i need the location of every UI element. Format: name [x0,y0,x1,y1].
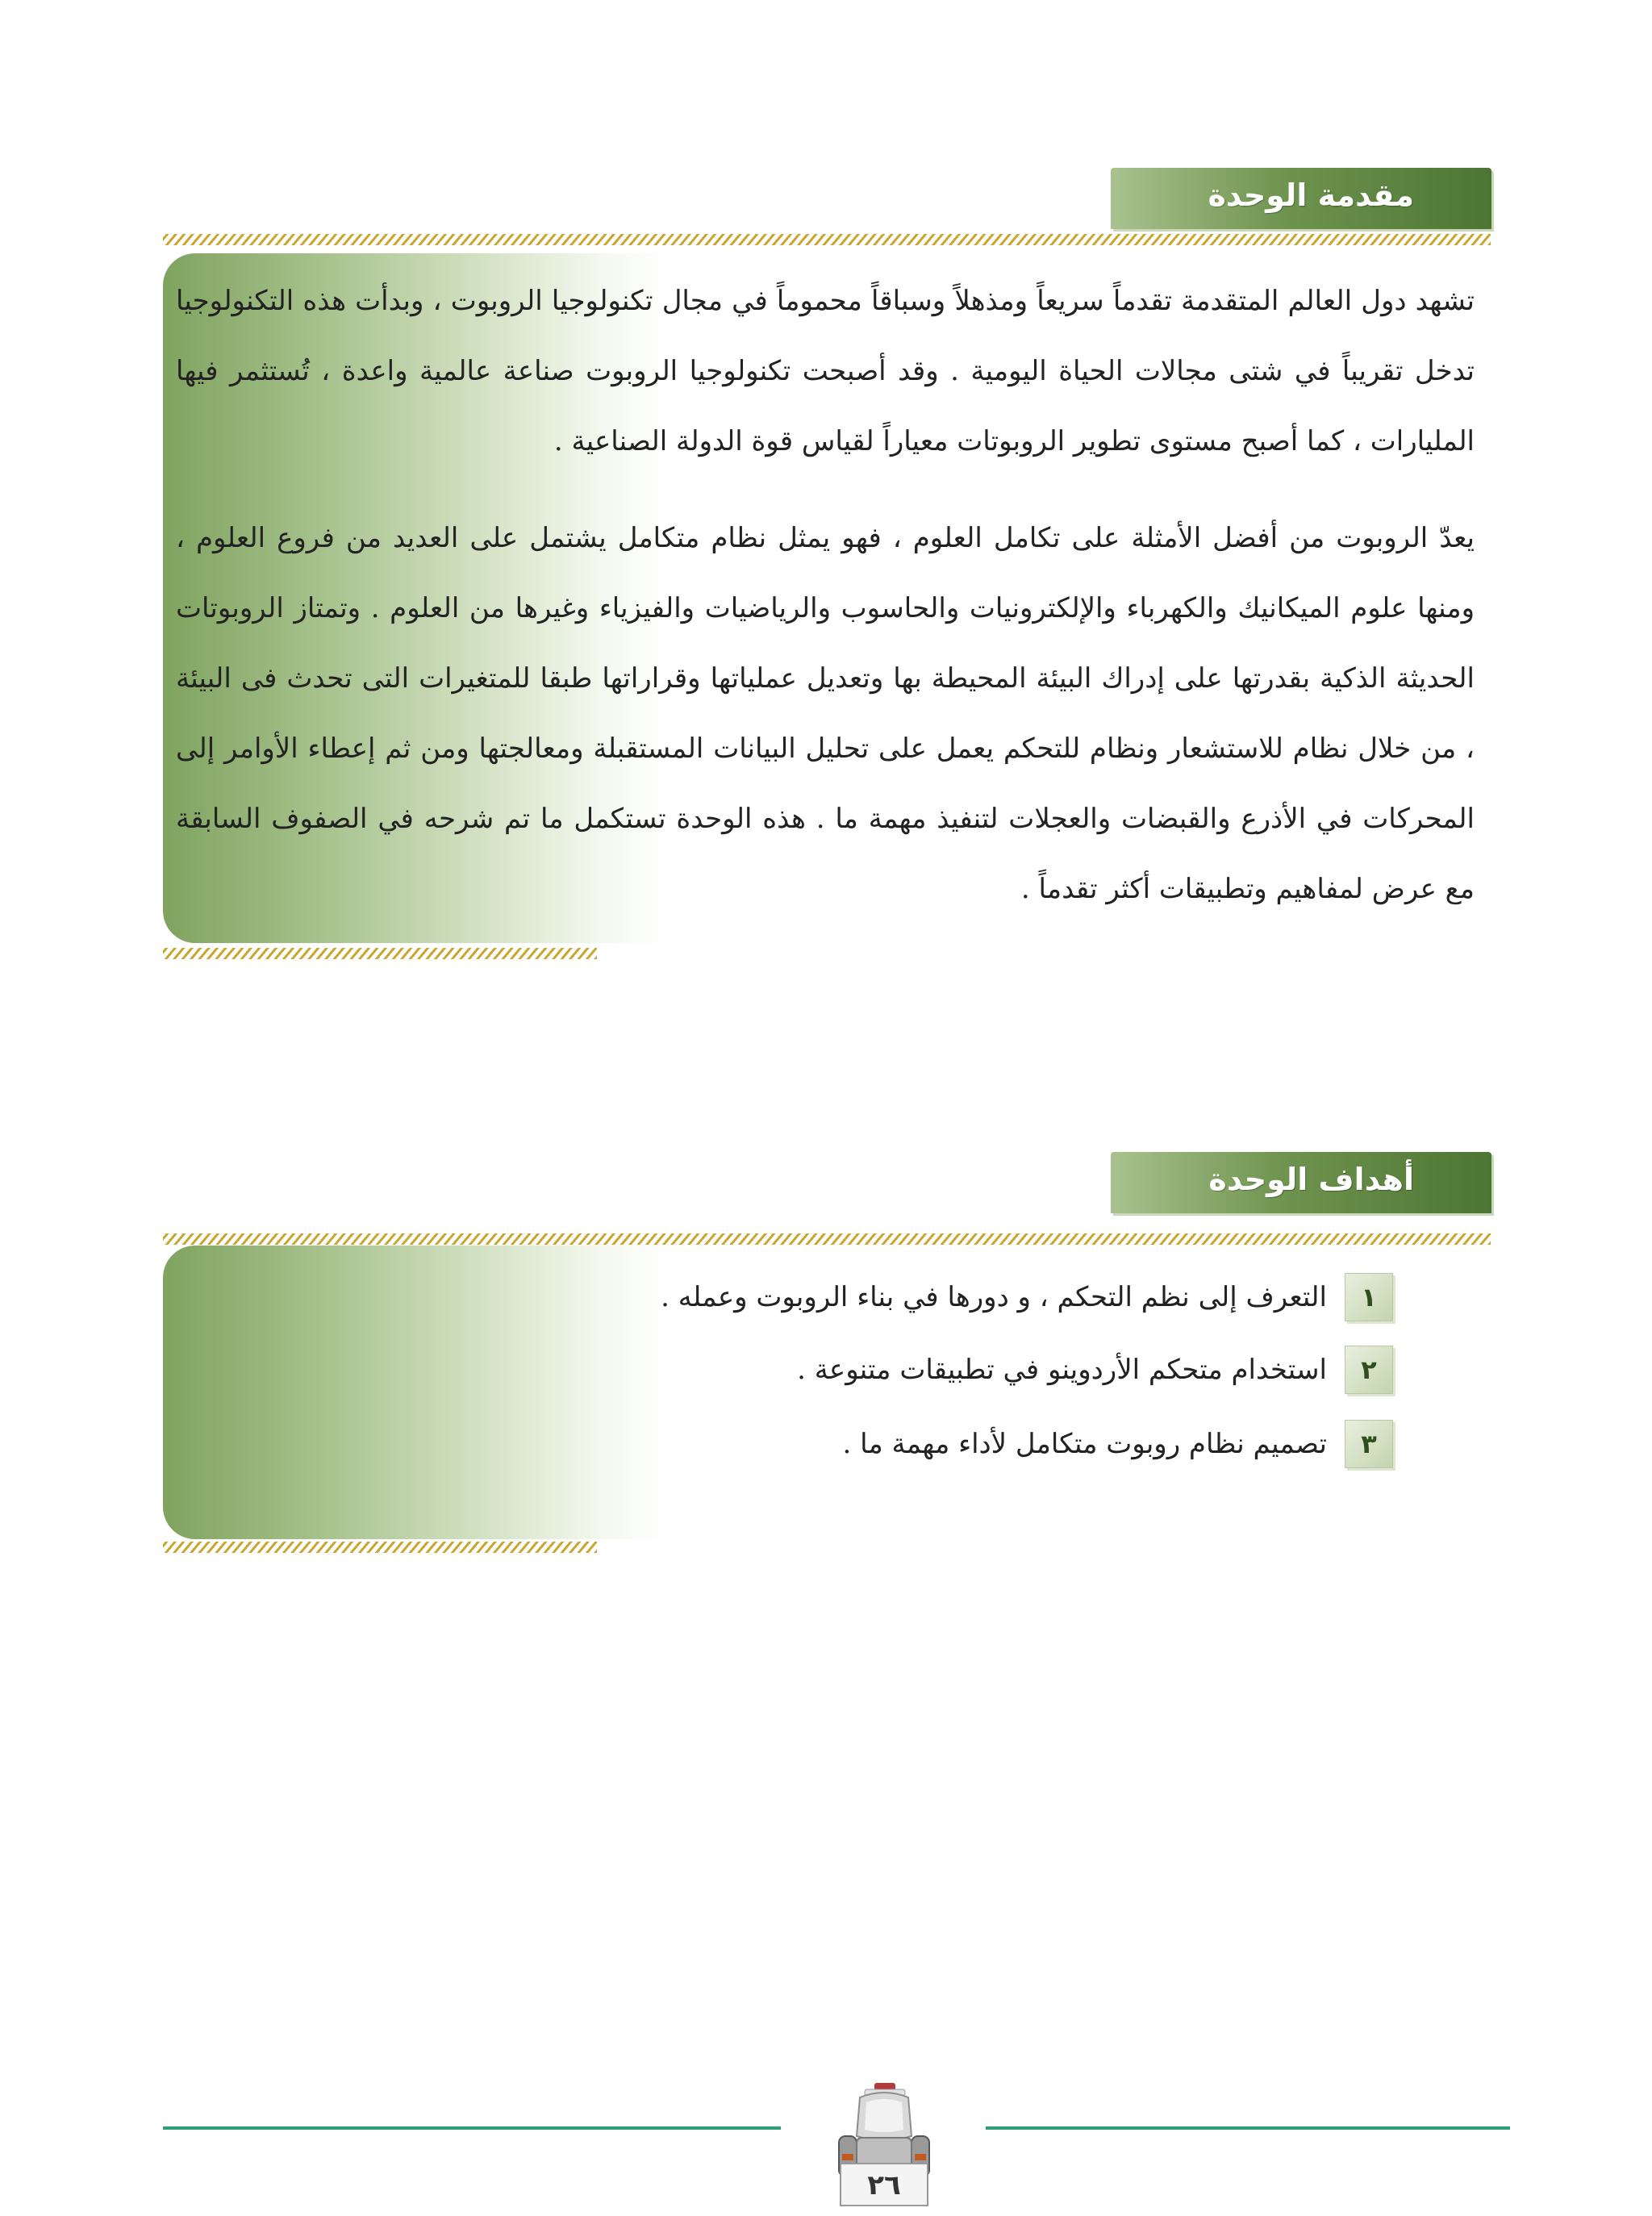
objective-item [843,1420,1393,1468]
objective-text: تصميم نظام روبوت متكامل لأداء مهمة ما . [842,1428,1327,1460]
intro-bottom-hatch-divider [163,948,597,959]
intro-heading-tab [1111,168,1491,229]
intro-heading: مقدمة الوحدة [1208,177,1414,213]
objectives-bottom-hatch-divider [163,1542,597,1553]
intro-top-hatch-divider [163,234,1491,245]
footer-line-left [163,2126,781,2130]
page-number: ٢٦ [867,2169,901,2201]
footer-line-right [986,2126,1510,2130]
objective-item [797,1346,1393,1394]
objectives-top-hatch-divider [163,1233,1491,1245]
objective-item [661,1273,1393,1321]
intro-paragraph-1: تشهد دول العالم المتقدمة تقدماً سريعاً ومذهلاً وسباقاً محموماً في مجال تكنولوجيا الروبوت ، وبدأت هذه التكنولوجيا تدخل تقريباً في شتى مجالات الحياة اليومية . وقد أصبحت تكنولوجيا الروبوت صناعة عالمية واعدة ، تُستثمر فيها المليارات ، كما أصبح مستوى تطوير الروبوتات معياراً لقياس قوة الدولة الصناعية . [176,285,1475,457]
intro-paragraph-2: يعدّ الروبوت من أفضل الأمثلة على تكامل العلوم ، فهو يمثل نظام متكامل يشتمل على العديد من فروع العلوم ، ومنها علوم الميكانيك والكهرباء والإلكترونيات والحاسوب والرياضيات والفيزياء وغيرها من العلوم . وتمتاز الروبوتات الحديثة الذكية بقدرتها على إدراك البيئة المحيطة بها وتعديل عملياتها وقراراتها طبقا للمتغيرات التى تحدث فى البيئة ، من خلال نظام للاستشعار ونظام للتحكم يعمل على تحليل البيانات المستقبلة ومعالجتها ومن ثم إعطاء الأوامر إلى المحركات في الأذرع والقبضات والعجلات لتنفيذ مهمة ما . هذه الوحدة تستكمل ما تم شرحه في الصفوف السابقة مع عرض لمفاهيم وتطبيقات أكثر تقدماً . [176,522,1475,905]
objectives-heading: أهداف الوحدة [1208,1162,1414,1197]
objective-number-badge: ١ [1345,1273,1393,1321]
objective-number-badge: ٣ [1345,1420,1393,1468]
objectives-heading-tab [1111,1152,1491,1213]
objective-text: التعرف إلى نظم التحكم ، و دورها في بناء الروبوت وعمله . [661,1281,1327,1313]
objective-text: استخدام متحكم الأردوينو في تطبيقات متنوعة . [797,1354,1327,1386]
objective-number-badge: ٢ [1345,1346,1393,1394]
